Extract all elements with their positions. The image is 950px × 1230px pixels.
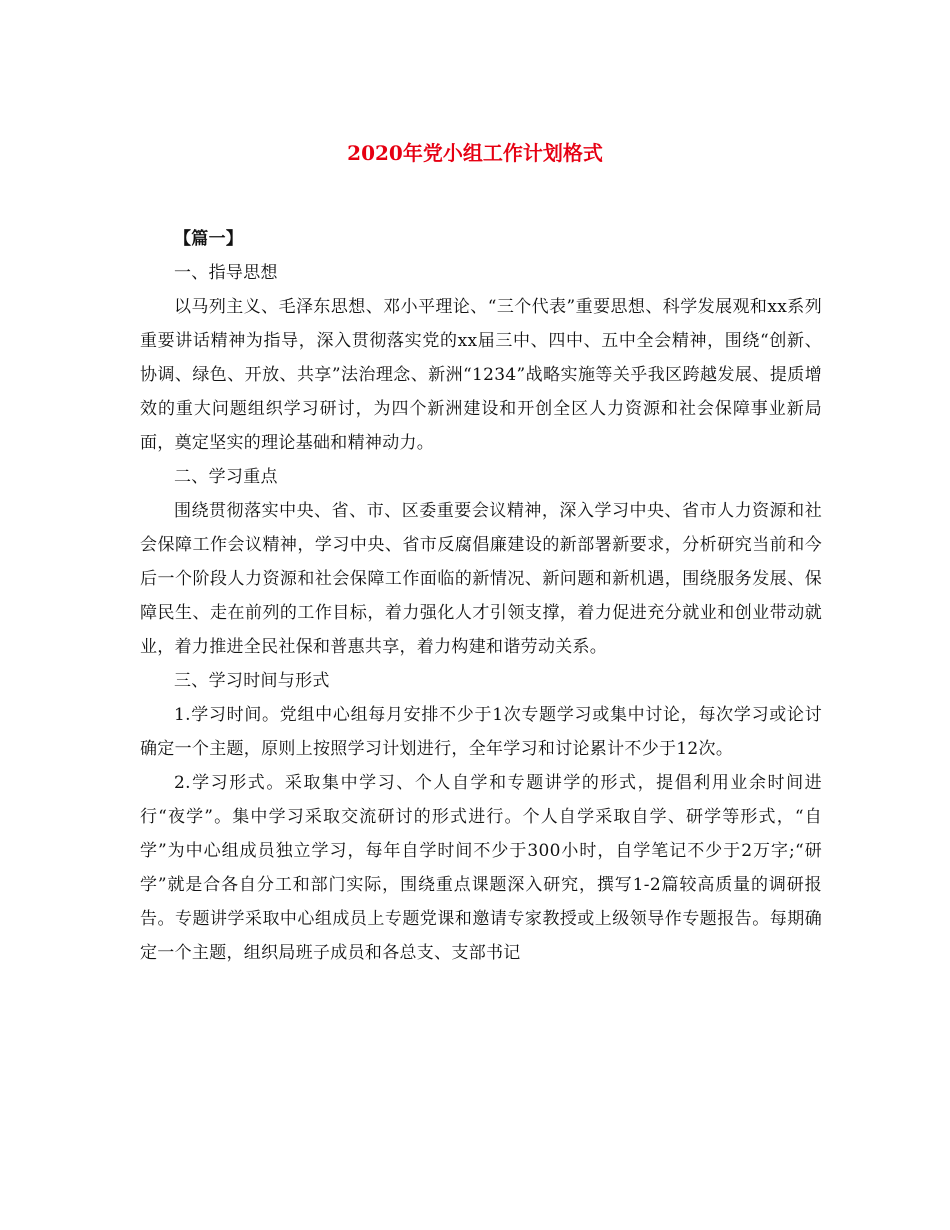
paragraph-study-focus: 围绕贯彻落实中央、省、市、区委重要会议精神，深入学习中央、省市人力资源和社会保障工作会议精神，学习中央、省市反腐倡廉建设的新部署新要求，分析研究当前和今后一个阶段人力资源和社会保障工作面临的新情况、新问题和新机遇，围绕服务发展、保障民生、走在前列的工作目标，着力强化人才引领支撑，着力促进充分就业和创业带动就业，着力推进全民社保和普惠共享，着力构建和谐劳动关系。 (140, 501, 822, 657)
document-title: 2020年党小组工作计划格式 (347, 141, 603, 165)
section-heading-study-focus: 二、学习重点 (174, 467, 278, 487)
section-heading-time-and-form: 三、学习时间与形式 (174, 671, 330, 691)
paragraph-guiding-ideology: 以马列主义、毛泽东思想、邓小平理论、“三个代表”重要思想、科学发展观和xx系列重要讲话精神为指导，深入贯彻落实党的xx届三中、四中、五中全会精神，围绕“创新、协调、绿色、开放、共享”法治理念、新洲“1234”战略实施等关乎我区跨越发展、提质增效的重大问题组织学习研讨，为四个新洲建设和开创全区人力资源和社会保障事业新局面，奠定坚实的理论基础和精神动力。 (140, 297, 822, 453)
paragraph-study-time: 1.学习时间。党组中心组每月安排不少于1次专题学习或集中讨论，每次学习或论讨确定一个主题，原则上按照学习计划进行，全年学习和讨论累计不少于12次。 (140, 705, 822, 759)
section-heading-guiding-ideology: 一、指导思想 (174, 263, 278, 283)
section-label: 【篇一】 (174, 229, 244, 249)
document-body (140, 222, 822, 970)
paragraph-study-form: 2.学习形式。采取集中学习、个人自学和专题讲学的形式，提倡利用业余时间进行“夜学”。集中学习采取交流研讨的形式进行。个人自学采取自学、研学等形式，“自学”为中心组成员独立学习，每年自学时间不少于300小时，自学笔记不少于2万字;“研学”就是合各自分工和部门实际，围绕重点课题深入研究，撰写1-2篇较高质量的调研报告。专题讲学采取中心组成员上专题党课和邀请专家教授或上级领导作专题报告。每期确定一个主题，组织局班子成员和各总支、支部书记 (140, 773, 822, 963)
